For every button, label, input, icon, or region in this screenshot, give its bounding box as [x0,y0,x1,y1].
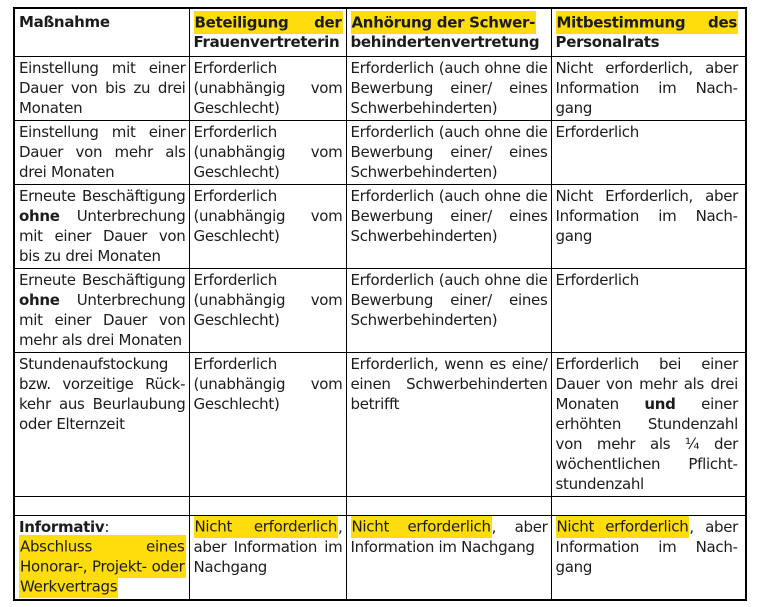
text-segment: Unterbrechung mit einer Dauer von mehr als drei Monaten [19,290,186,349]
text-segment: Einstellung mit einer Dauer von bis zu drei Monaten [19,58,186,117]
table-cell-r1c3 [551,120,746,184]
text-segment: Maßnahme [19,13,110,31]
text-segment: Erforderlich (unabhängig vom Geschlecht) [193,58,343,117]
table-row [14,268,746,352]
highlighted-text: Nicht erforderlich [351,515,492,538]
text-segment: Personalrats [555,33,660,51]
column-header-1 [189,8,346,56]
highlighted-text: Beteiligung der [194,11,343,34]
text-segment: Erforderlich (unabhängig vom Geschlecht) [193,354,343,413]
text-segment: Erforderlich [555,122,639,141]
column-header-2 [346,8,551,56]
table-cell-r5c1 [189,496,346,515]
text-segment: Unterbrechung mit einer Dauer von bis zu drei Monaten [19,206,186,265]
text-segment: Erforderlich, wenn es eine/ einen Schwerbehinderten betrifft [350,354,548,413]
text-segment: Erforderlich bei einer Dauer von mehr als drei Monaten [555,354,738,413]
text-segment: Nicht Erforderlich, aber Information im Nachgang [555,186,738,245]
table-row [14,515,746,600]
text-segment: Stundenaufstockung bzw. vorzeitige Rückkehr aus Beurlaubung oder Elternzeit [19,354,186,433]
text-segment: Erforderlich (unabhängig vom Geschlecht) [193,186,343,245]
table-cell-r3c3 [551,268,746,352]
table-cell-r3c1 [189,268,346,352]
table-cell-r5c0 [14,496,189,515]
spacer-row [14,496,746,515]
table-header [14,8,746,56]
table-cell-r4c0 [14,352,189,496]
text-segment: Erforderlich (auch ohne die Bewerbung einer/ eines Schwerbehinderten) [350,270,548,329]
header-row [14,8,746,56]
table-cell-r0c2 [346,56,551,120]
table-cell-r3c0 [14,268,189,352]
table-cell-r2c1 [189,184,346,268]
table-cell-r2c0 [14,184,189,268]
text-segment: , aber Information im Nachgang [350,517,548,556]
table-cell-r2c2 [346,184,551,268]
highlighted-text: Anhörung der Schwer- [351,11,537,34]
table-cell-r4c3 [551,352,746,496]
table-cell-r6c0 [14,515,189,600]
table-cell-r0c0 [14,56,189,120]
table-cell-r5c2 [346,496,551,515]
highlighted-text: Nicht erforderlich [556,515,690,538]
text-segment: einer erhöhten Stundenzahl von mehr als ¼ der wöchentlichen Pflichtstundenzahl [555,394,738,493]
text-segment: Erneute Beschäftigung [19,270,186,289]
text-segment: Erforderlich [555,270,639,289]
highlighted-text: Abschluss eines Honorar-, Projekt- oder Werkvertrags [19,535,186,598]
table-cell-r1c2 [346,120,551,184]
table-row [14,352,746,496]
text-segment: Frauenvertreterin [193,33,340,51]
table-row [14,56,746,120]
column-header-3 [551,8,746,56]
text-segment: : [104,517,110,536]
text-segment: ohne [19,206,60,225]
text-segment: Nicht erforderlich, aber Information im Nachgang [555,58,738,117]
text-segment: Erforderlich (unabhängig vom Geschlecht) [193,122,343,181]
table-cell-r3c2 [346,268,551,352]
table-cell-r6c2 [346,515,551,600]
table-cell-r0c3 [551,56,746,120]
text-segment: Erforderlich (unabhängig vom Geschlecht) [193,270,343,329]
text-segment: , aber Information im Nachgang [555,517,738,576]
text-segment: und [644,394,676,413]
text-segment: Erneute Beschäftigung [19,186,186,205]
table-cell-r0c1 [189,56,346,120]
text-segment: , aber Information im Nachgang [193,517,343,576]
highlighted-text: Nicht erforderlich [194,515,339,538]
text-segment: Einstellung mit einer Dauer von mehr als drei Monaten [19,122,186,181]
table-cell-r1c0 [14,120,189,184]
table-cell-r6c3 [551,515,746,600]
table-cell-r5c3 [551,496,746,515]
table-cell-r2c3 [551,184,746,268]
table-cell-r4c1 [189,352,346,496]
table-body [14,56,746,600]
table-row [14,120,746,184]
text-segment: behindertenvertretung [350,33,540,51]
table-cell-r6c1 [189,515,346,600]
table-cell-r1c1 [189,120,346,184]
table-cell-r4c2 [346,352,551,496]
column-header-0 [14,8,189,56]
table-row [14,184,746,268]
text-segment: Informativ [19,517,105,536]
approval-requirements-table [13,7,747,601]
text-segment: Erforderlich (auch ohne die Bewerbung einer/ eines Schwerbehinderten) [350,58,548,117]
text-segment: Erforderlich (auch ohne die Bewerbung einer/ eines Schwerbehinderten) [350,122,548,181]
text-segment: ohne [19,290,60,309]
highlighted-text: Mitbestimmung des [556,11,739,34]
text-segment: Erforderlich (auch ohne die Bewerbung einer/ eines Schwerbehinderten) [350,186,548,245]
